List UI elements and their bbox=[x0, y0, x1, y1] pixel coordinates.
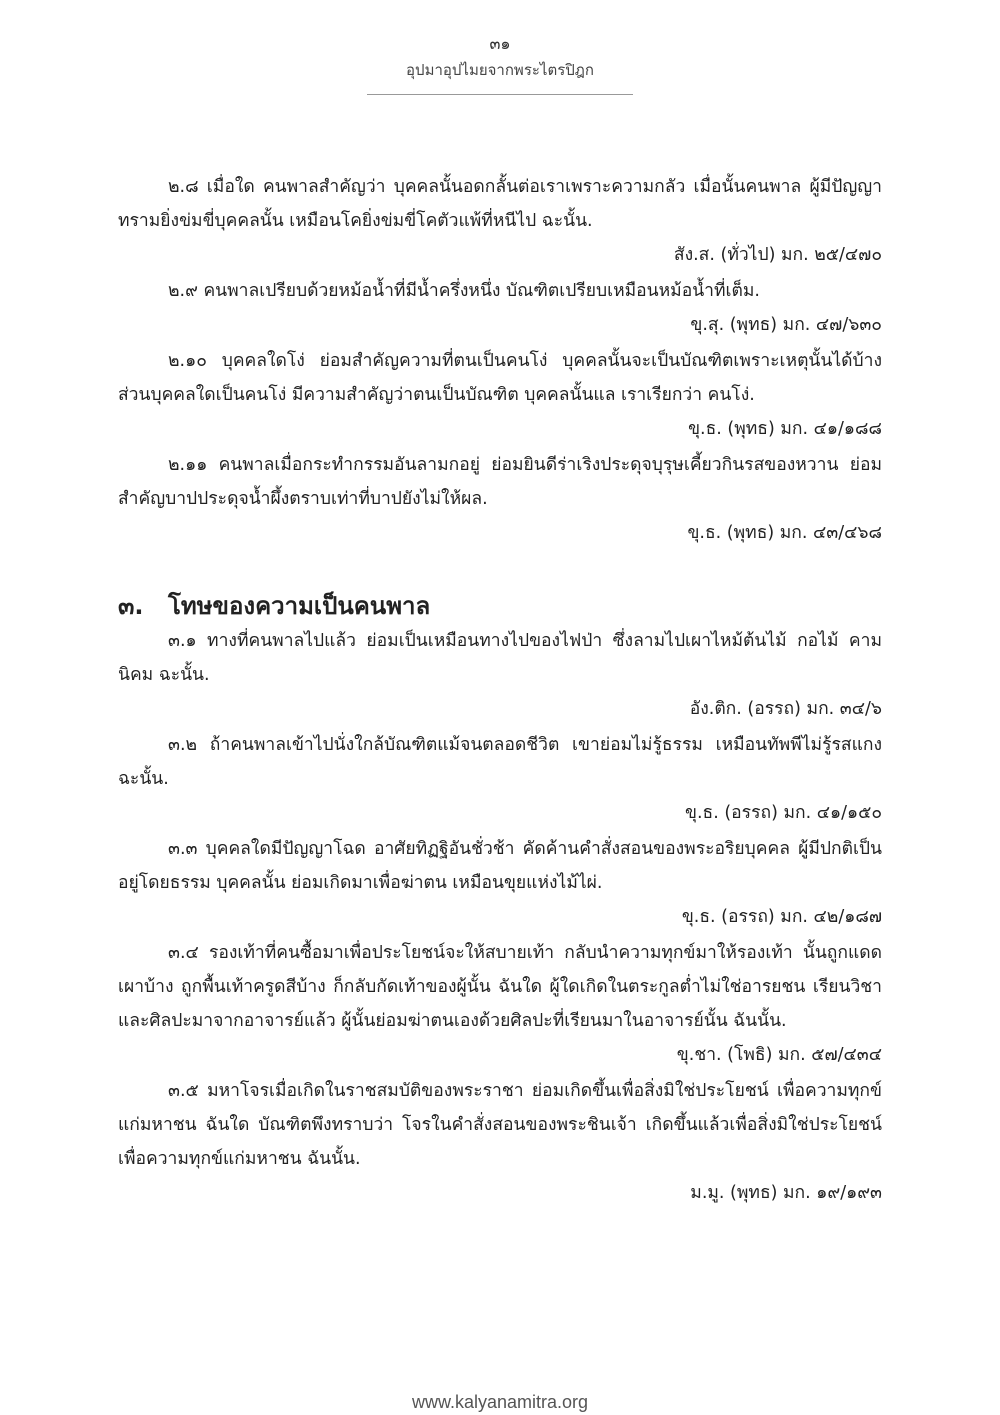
footer-website: www.kalyanamitra.org bbox=[411, 1392, 589, 1412]
entry-3-5-text: ๓.๕ มหาโจรเมื่อเกิดในราชสมบัติของพระราชา ย่อมเกิดขึ้นเพื่อสิ่งมิใช่ประโยชน์ เพื่อความทุกข์แก่มหาชน ฉันใด บัณฑิตพึงทราบว่า โจรในคำสั่งสอนของพระชินเจ้า เกิดขึ้นแล้วเพื่อสิ่งมิใช่ประโยชน์ เพื่อความทุกข์แก่มหาชน ฉันนั้น. bbox=[118, 1081, 882, 1169]
entry-2-9-text: ๒.๙ คนพาลเปรียบด้วยหม้อน้ำที่มีน้ำครึ่งหนึ่ง บัณฑิตเปรียบเหมือนหม้อน้ำที่เต็ม. bbox=[168, 281, 760, 301]
entry-3-3-ref: ขุ.ธ. (อรรถ) มก. ๔๒/๑๘๗ bbox=[681, 907, 882, 927]
entry-3-1-ref: อัง.ติก. (อรรถ) มก. ๓๔/๖ bbox=[689, 699, 882, 719]
section-title: โทษของความเป็นคนพาล bbox=[168, 592, 431, 620]
entry-3-4-ref: ขุ.ชา. (โพธิ) มก. ๕๗/๔๓๔ bbox=[676, 1045, 882, 1065]
entry-2-10-ref: ขุ.ธ. (พุทธ) มก. ๔๑/๑๘๘ bbox=[688, 419, 882, 439]
entry-2-9-ref: ขุ.สุ. (พุทธ) มก. ๔๗/๖๓๐ bbox=[690, 315, 882, 335]
book-title: อุปมาอุปไมยจากพระไตรปิฎก bbox=[406, 61, 594, 79]
entry-3-3-text: ๓.๓ บุคคลใดมีปัญญาโฉด อาศัยทิฏฐิอันชั่วช้า คัดค้านคำสั่งสอนของพระอริยบุคคล ผู้มีปกติเป็นอยู่โดยธรรม บุคคลนั้น ย่อมเกิดมาเพื่อฆ่าตน เหมือนขุยแห่งไม้ไผ่. bbox=[118, 839, 882, 893]
section-heading bbox=[118, 588, 882, 624]
entry-3-2-ref: ขุ.ธ. (อรรถ) มก. ๔๑/๑๕๐ bbox=[685, 803, 882, 823]
header-divider bbox=[367, 94, 633, 95]
page-header bbox=[0, 34, 1000, 95]
entry-2-8-text: ๒.๘ เมื่อใด คนพาลสำคัญว่า บุคคลนั้นอดกลั้นต่อเราเพราะความกลัว เมื่อนั้นคนพาล ผู้มีปัญญาทรามยิ่งข่มขี่บุคคลนั้น เหมือนโคยิ่งข่มขี่โคตัวแพ้ที่หนีไป ฉะนั้น. bbox=[118, 177, 882, 231]
entry-3-1-text: ๓.๑ ทางที่คนพาลไปแล้ว ย่อมเป็นเหมือนทางไปของไฟป่า ซึ่งลามไปเผาไหม้ต้นไม้ กอไม้ คามนิคม ฉะนั้น. bbox=[118, 631, 882, 685]
entry-2-8-ref: สัง.ส. (ทั่วไป) มก. ๒๕/๔๗๐ bbox=[673, 245, 882, 265]
entry-3-4-text: ๓.๔ รองเท้าที่คนซื้อมาเพื่อประโยชน์จะให้สบายเท้า กลับนำความทุกข์มาให้รองเท้า นั้นถูกแดดเผาบ้าง ถูกพื้นเท้าครูดสีบ้าง ก็กลับกัดเท้าของผู้นั้น ฉันใด ผู้ใดเกิดในตระกูลต่ำไม่ใช่อารยชน เรียนวิชา และศิลปะมาจากอาจารย์แล้ว ผู้นั้นย่อมฆ่าตนเองด้วยศิลปะที่เรียนมาในอาจารย์นั้น ฉันนั้น. bbox=[118, 943, 882, 1031]
entry-2-11-ref: ขุ.ธ. (พุทธ) มก. ๔๓/๔๖๘ bbox=[687, 523, 882, 543]
entry-3-2-text: ๓.๒ ถ้าคนพาลเข้าไปนั่งใกล้บัณฑิตแม้จนตลอดชีวิต เขาย่อมไม่รู้ธรรม เหมือนทัพพีไม่รู้รสแกง ฉะนั้น. bbox=[118, 735, 882, 789]
section-number: ๓. bbox=[118, 592, 144, 620]
page-number: ๓๑ bbox=[489, 34, 511, 53]
page-content bbox=[118, 170, 882, 1212]
entry-3-5-ref: ม.มู. (พุทธ) มก. ๑๙/๑๙๓ bbox=[690, 1183, 882, 1203]
entry-2-10-text: ๒.๑๐ บุคคลใดโง่ ย่อมสำคัญความที่ตนเป็นคนโง่ บุคคลนั้นจะเป็นบัณฑิตเพราะเหตุนั้นได้บ้าง ส่วนบุคคลใดเป็นคนโง่ มีความสำคัญว่าตนเป็นบัณฑิต บุคคลนั้นแล เราเรียกว่า คนโง่. bbox=[118, 351, 882, 405]
entry-2-11-text: ๒.๑๑ คนพาลเมื่อกระทำกรรมอันลามกอยู่ ย่อมยินดีร่าเริงประดุจบุรุษเคี้ยวกินรสของหวาน ย่อมสำคัญบาปประดุจน้ำผึ้งตราบเท่าที่บาปยังไม่ให้ผล. bbox=[118, 455, 882, 509]
